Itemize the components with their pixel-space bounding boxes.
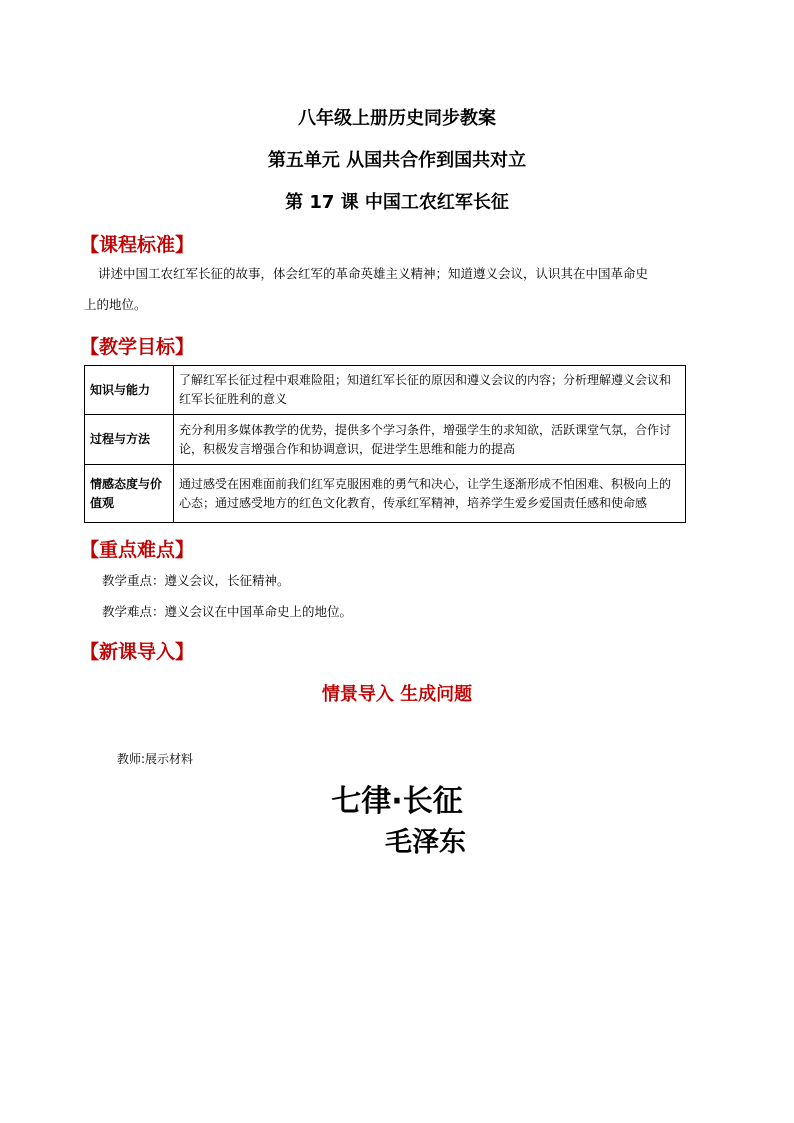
unit-title: 第五单元 从国共合作到国共对立 <box>267 150 527 171</box>
objective-content: 通过感受在困难面前我们红军克服困难的勇气和决心，让学生逐渐形成不怕困难、积极向上的心态；通过感受地方的红色文化教育，传承红军精神，培养学生爱乡爱国责任感和使命感 <box>174 465 686 523</box>
section-heading-objectives: 【教学目标】 <box>80 336 195 358</box>
table-row <box>85 366 686 415</box>
teaching-difficulty: 教学难点：遵义会议在中国革命史上的地位。 <box>102 604 353 619</box>
teacher-note: 教师:展示材料 <box>117 752 194 766</box>
objectives-table <box>84 365 686 523</box>
intro-subtitle: 情景导入 生成问题 <box>321 684 473 705</box>
objective-content: 了解红军长征过程中艰难险阻；知道红军长征的原因和遵义会议的内容；分析理解遵义会议和红军长征胜利的意义 <box>174 366 686 415</box>
document-title: 八年级上册历史同步教案 <box>298 108 496 129</box>
standard-text-line2: 上的地位。 <box>84 297 147 312</box>
lesson-title: 第 17 课 中国工农红军长征 <box>285 192 509 213</box>
objective-label: 过程与方法 <box>85 415 174 465</box>
section-heading-keypoints: 【重点难点】 <box>80 539 195 561</box>
standard-text-line1: 讲述中国工农红军长征的故事，体会红军的革命英雄主义精神；知道遵义会议，认识其在中国革命史 <box>98 266 649 281</box>
poem-title: 七律·长征 <box>331 784 463 819</box>
objective-label: 知识与能力 <box>85 366 174 415</box>
objective-label: 情感态度与价值观 <box>85 465 174 523</box>
section-heading-intro: 【新课导入】 <box>80 641 195 663</box>
teaching-focus: 教学重点：遵义会议，长征精神。 <box>102 573 290 588</box>
table-row <box>85 465 686 523</box>
objective-content: 充分利用多媒体教学的优势，提供多个学习条件，增强学生的求知欲，活跃课堂气氛，合作讨论，积极发言增强合作和协调意识，促进学生思维和能力的提高 <box>174 415 686 465</box>
poem-author: 毛泽东 <box>385 827 466 858</box>
section-heading-standard: 【课程标准】 <box>80 234 195 256</box>
table-row <box>85 415 686 465</box>
